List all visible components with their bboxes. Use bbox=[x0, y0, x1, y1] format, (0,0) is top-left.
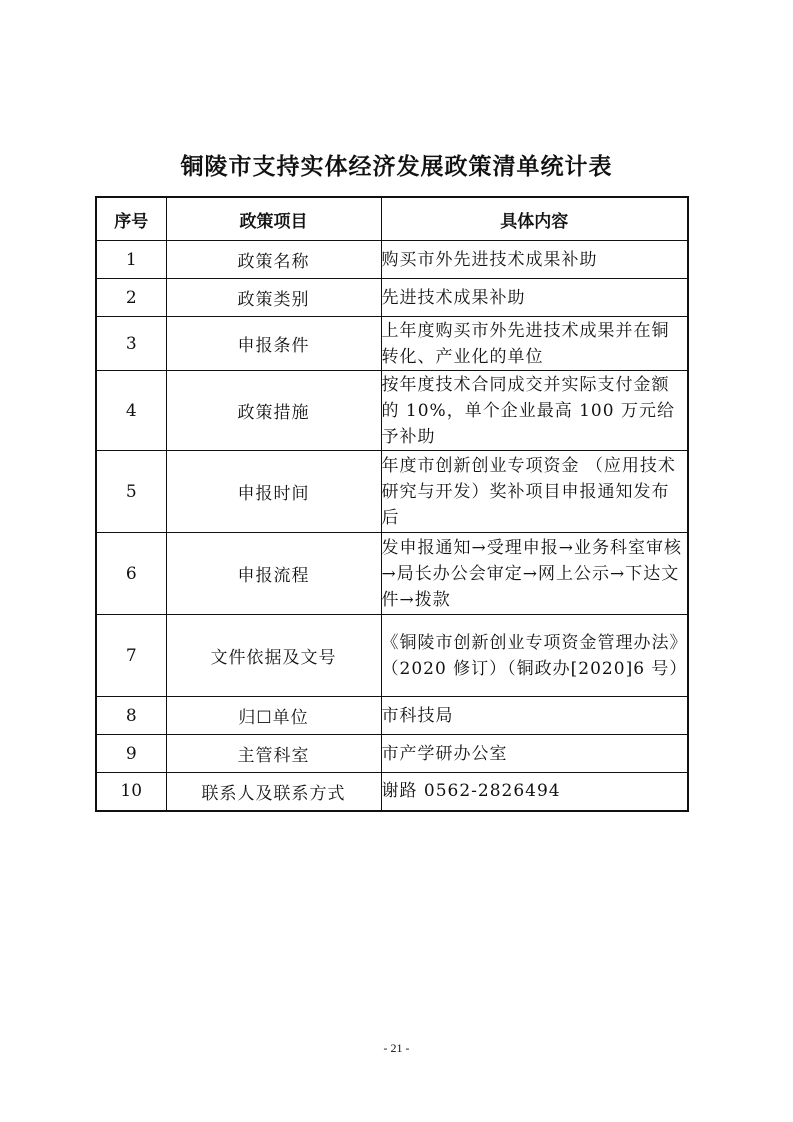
row-content: 按年度技术合同成交并实际支付金额的 10%，单个企业最高 100 万元给予补助 bbox=[381, 371, 688, 451]
row-content: 年度市创新创业专项资金 （应用技术研究与开发）奖补项目申报通知发布后 bbox=[381, 451, 688, 533]
table-row bbox=[96, 371, 688, 451]
row-item: 主管科室 bbox=[166, 735, 381, 773]
row-content: 先进技术成果补助 bbox=[381, 279, 688, 317]
header-item: 政策项目 bbox=[166, 197, 381, 241]
row-index: 7 bbox=[96, 615, 166, 697]
table-row bbox=[96, 697, 688, 735]
row-index: 3 bbox=[96, 317, 166, 371]
row-index: 2 bbox=[96, 279, 166, 317]
header-index: 序号 bbox=[96, 197, 166, 241]
table-row bbox=[96, 451, 688, 533]
row-index: 10 bbox=[96, 773, 166, 811]
row-content: 市产学研办公室 bbox=[381, 735, 688, 773]
table-row bbox=[96, 279, 688, 317]
row-item: 文件依据及文号 bbox=[166, 615, 381, 697]
row-index: 1 bbox=[96, 241, 166, 279]
table-row bbox=[96, 533, 688, 615]
policy-table bbox=[95, 196, 689, 812]
row-item: 归☐单位 bbox=[166, 697, 381, 735]
row-item: 申报流程 bbox=[166, 533, 381, 615]
row-index: 9 bbox=[96, 735, 166, 773]
row-item: 申报条件 bbox=[166, 317, 381, 371]
page-number: - 21 - bbox=[383, 1041, 410, 1055]
row-content: 发申报通知→受理申报→业务科室审核→局长办公会审定→网上公示→下达文件→拨款 bbox=[381, 533, 688, 615]
table-row bbox=[96, 241, 688, 279]
row-index: 4 bbox=[96, 371, 166, 451]
row-index: 6 bbox=[96, 533, 166, 615]
table-row bbox=[96, 615, 688, 697]
table-header-row bbox=[96, 197, 688, 241]
row-content: 上年度购买市外先进技术成果并在铜转化、产业化的单位 bbox=[381, 317, 688, 371]
header-content: 具体内容 bbox=[381, 197, 688, 241]
table-row bbox=[96, 773, 688, 811]
row-content: 市科技局 bbox=[381, 697, 688, 735]
row-index: 5 bbox=[96, 451, 166, 533]
row-content: 购买市外先进技术成果补助 bbox=[381, 241, 688, 279]
row-item: 联系人及联系方式 bbox=[166, 773, 381, 811]
table-row bbox=[96, 317, 688, 371]
row-content: 谢路 0562-2826494 bbox=[381, 773, 688, 811]
row-content: 《铜陵市创新创业专项资金管理办法》（2020 修订）（铜政办[2020]6 号） bbox=[381, 615, 688, 697]
document-title: 铜陵市支持实体经济发展政策清单统计表 bbox=[180, 154, 613, 180]
row-item: 政策措施 bbox=[166, 371, 381, 451]
row-item: 政策类别 bbox=[166, 279, 381, 317]
table-row bbox=[96, 735, 688, 773]
row-item: 申报时间 bbox=[166, 451, 381, 533]
row-item: 政策名称 bbox=[166, 241, 381, 279]
row-index: 8 bbox=[96, 697, 166, 735]
